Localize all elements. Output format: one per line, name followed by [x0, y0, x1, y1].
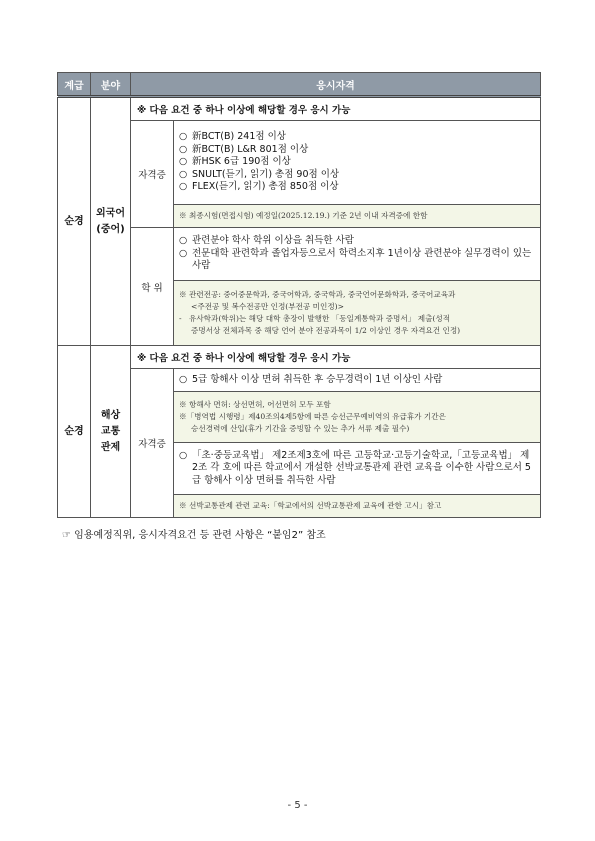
section2-note2: [174, 495, 541, 518]
degree-item: [179, 235, 535, 248]
section2-grade: 순경: [58, 346, 91, 518]
circle-bullet-icon: ○: [179, 168, 188, 180]
section2-field: [91, 346, 131, 518]
section1-cert-note: [174, 205, 541, 228]
header-field: 분야: [91, 73, 131, 97]
cert-item-text: 新HSK 6급 190점 이상: [192, 156, 291, 168]
section2-field-line1: 해상: [100, 409, 121, 421]
degree-note-line: <주전공 및 복수전공만 인정(부전공 미인정)>: [191, 302, 345, 311]
cert-note-text: ※ 최종시험(면접시험) 예정일(2025.12.19.) 기준 2년 이내 자격증에 한함: [179, 211, 428, 220]
circle-bullet-icon: ○: [179, 373, 188, 385]
cert-item-text: 5급 항해사 이상 면허 취득한 후 승무경력이 1년 이상인 사람: [192, 373, 443, 385]
degree-note-text: 유사학과(학위)는 해당 대학 총장이 발행한 「동일계통학과 증명서」 제출(성적: [189, 314, 451, 323]
header-grade: 계급: [58, 73, 91, 97]
circle-bullet-icon: ○: [179, 156, 188, 168]
cert-item-text: 「초·중등교육법」 제2조제3호에 따른 고등학교·고등기술학교,「고등교육법」 제2조 각 호에 따른 학교에서 개설한 선박교통관제 관련 교육을 이수한 사람으로서 5급 항해사 이상 면허를 취득한 사람: [192, 449, 531, 486]
circle-bullet-icon: ○: [179, 143, 188, 155]
cert-item-text: SNULT(듣기, 읽기) 총점 90점 이상: [192, 168, 340, 180]
cert-item: [179, 374, 535, 387]
qualification-table: [57, 72, 541, 518]
cert-item: [179, 169, 535, 182]
cert-item: [179, 131, 535, 144]
degree-item: [179, 248, 535, 273]
section2-item2: [174, 443, 541, 495]
page-number: - 5 -: [287, 800, 308, 811]
cert-item: [179, 450, 535, 488]
circle-bullet-icon: ○: [179, 235, 188, 247]
section1-grade: 순경: [58, 97, 91, 346]
section2-item1-row: [58, 369, 541, 392]
circle-bullet-icon: ○: [179, 131, 188, 143]
section1-field-line1: 외국어: [96, 207, 125, 219]
section2-note1: [174, 392, 541, 443]
note2-text: ※ 선박교통관제 관련 교육:「학교에서의 선박교통관제 교육에 관한 고시」참고: [179, 501, 442, 510]
section1-degree-items: [174, 228, 541, 281]
cert-item: [179, 181, 535, 194]
cert-item: [179, 144, 535, 157]
table-header-row: [58, 73, 541, 97]
degree-note-line: ※ 관련전공: 중어중문학과, 중국어학과, 중국학과, 중국언어문화학과, 중국어교육과: [179, 290, 456, 299]
degree-item-text: 전문대학 관련학과 졸업자등으로서 학력소지후 1년이상 관련분야 실무경력이 있는 사람: [192, 247, 532, 272]
note1-line: 승선경력에 산입(휴가 기간을 증빙할 수 있는 추가 서류 제출 필수): [191, 424, 410, 433]
circle-bullet-icon: ○: [179, 247, 188, 259]
note1-line: ※ 항해사 면허: 상선면허, 어선면허 모두 포함: [179, 400, 331, 409]
cert-item-text: 新BCT(B) 241점 이상: [192, 131, 286, 143]
header-qualification: 응시자격: [131, 73, 541, 97]
degree-item-text: 관련분야 학사 학위 이상을 취득한 사람: [192, 235, 354, 247]
section2-field-line2: 교통: [100, 425, 121, 437]
circle-bullet-icon: ○: [179, 449, 188, 461]
cert-item-text: 新BCT(B) L&R 801점 이상: [192, 143, 309, 155]
section1-field: [91, 97, 131, 346]
cert-item: [179, 156, 535, 169]
section1-notice: ※ 다음 요건 중 하나 이상에 해당할 경우 응시 가능: [131, 97, 541, 121]
section1-cert-items: [174, 121, 541, 205]
section1-cert-label: 자격증: [131, 121, 174, 228]
section1-field-line2: (중어): [96, 223, 125, 235]
section1-cert-row: [58, 121, 541, 205]
degree-note-line: [179, 313, 535, 325]
section2-item1: [174, 369, 541, 392]
reference-footnote: ☞ 임용예정직위, 응시자격요건 등 관련 사항은 “붙임2” 참조: [62, 530, 326, 541]
circle-bullet-icon: ○: [179, 181, 188, 193]
section1-degree-note: [174, 281, 541, 346]
section2-field-line3: 관제: [100, 441, 121, 453]
section1-notice-row: [58, 97, 541, 121]
section2-notice-row: [58, 346, 541, 369]
section1-degree-label: 학 위: [131, 228, 174, 346]
note1-line: ※「병역법 시행령」제40조의4제5항에 따른 승선근무예비역의 유급휴가 기간은: [179, 412, 446, 421]
degree-note-line: 증명서상 전체과목 중 해당 언어 분야 전공과목이 1/2 이상인 경우 자격요건 인정): [191, 326, 461, 335]
dash-bullet-icon: -: [179, 314, 182, 323]
section2-cert-label: 자격증: [131, 369, 174, 518]
section1-degree-row: [58, 228, 541, 281]
section2-notice: ※ 다음 요건 중 하나 이상에 해당할 경우 응시 가능: [131, 346, 541, 369]
cert-item-text: FLEX(듣기, 읽기) 총점 850점 이상: [192, 181, 339, 193]
